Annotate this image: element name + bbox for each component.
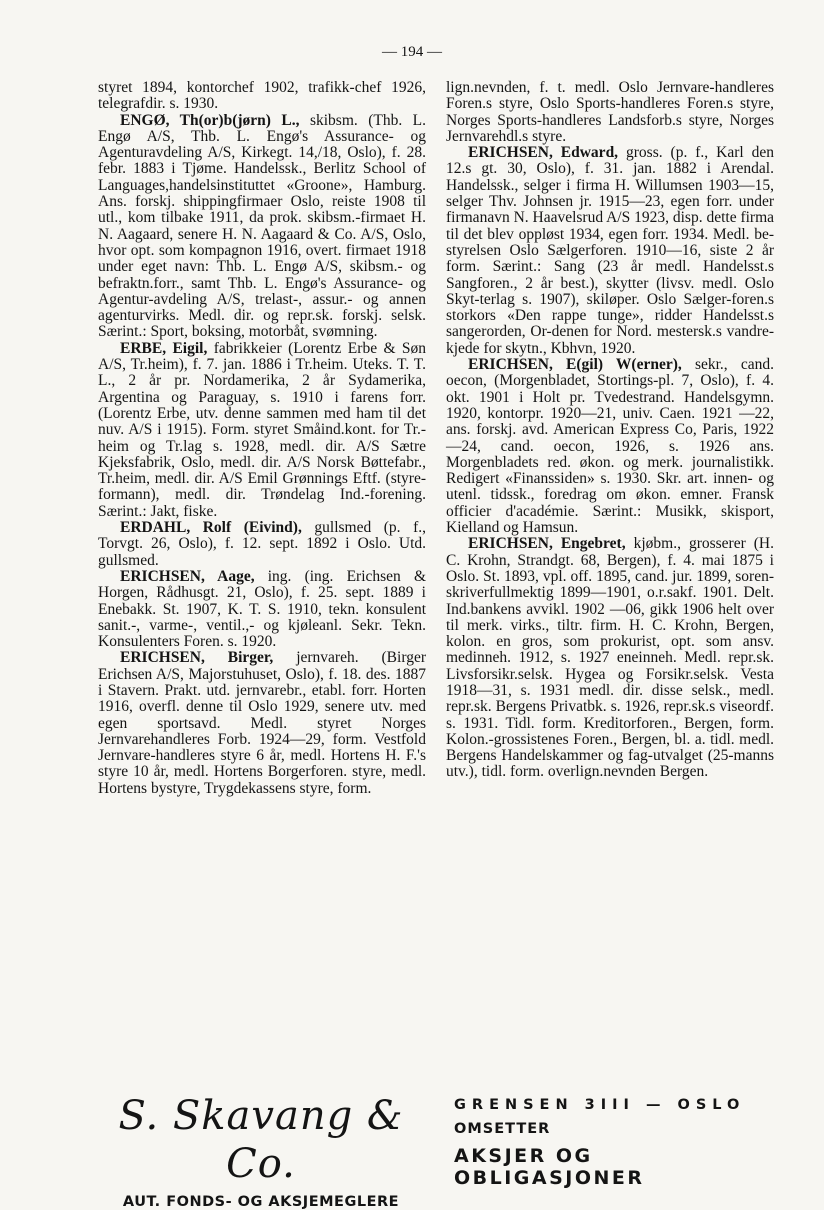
entry-name: ERICHSEN, Aage,: [120, 567, 255, 585]
advertiser-name: S. Skavang & Co.: [118, 1093, 404, 1187]
page-number: — 194 —: [382, 44, 442, 60]
advertiser-services: OMSETTER: [454, 1121, 551, 1137]
divider: [0, 1090, 824, 1091]
biography-entry: [98, 520, 426, 569]
advertiser-tagline: AUT. FONDS- OG AKSJEMEGLERE: [122, 1194, 400, 1210]
right-column: [446, 80, 774, 781]
biography-entry: [98, 650, 426, 797]
entry-text: ing. (ing. Erichsen & Horgen, Rådhusgt. 21, Oslo), f. 25. sept. 1889 i Enebakk. St. 1907, K. T. S. 1910, tekn. konsulent sanit.-, varme-, ventil.,- og kjøleanl. Sekr. Tekn. Konsulenters Foren. s. 1920.: [98, 567, 427, 651]
biography-entry: [98, 569, 426, 650]
entry-text: skibsm. (Thb. L. Engø A/S, Thb. L. Engø's Assurance- og Agenturavdeling A/S, Kirkegt. 14,/18, Oslo), f. 28. febr. 1883 i Tjøme. Handelssk., Berlitz School of Languages,handelsinstituttet «Groone», Hamburg. Ans. forskj. shippingfirmaer Oslo, reiste 1908 til utl., kom tilbake 1911, da prok. skibsm.-firmaet H. N. Aagaard, senere H. N. Aagaard & Co. A/S, Oslo, hvor opt. som kompagnon 1916, overt. firmaet 1918 under eget navn: Thb. L. Engø A/S, skibsm.- og befraktn.forr., samt Thb. L. Engø's Assurance- og Agentur-avdeling A/S, trelast-, assur.- og annen agenturvirks. Medl. dir. og repr.sk. forskj. selsk. Særint.: Sport, boksing, motorbåt, svømning.: [98, 111, 426, 341]
entry-name: ERBE, Eigil,: [120, 339, 208, 357]
biography-entry: [446, 536, 774, 780]
entry-text: styret 1894, kontorchef 1902, trafikk-chef 1926, telegrafdir. s. 1930.: [98, 79, 426, 113]
biography-entry: [98, 113, 426, 341]
entry-name: ERICHSEN, E(gil) W(erner),: [468, 356, 682, 374]
advertiser-address: GRENSEN 3III — OSLO: [454, 1097, 746, 1113]
entry-name: ENGØ, Th(or)b(jørn) L.,: [120, 111, 300, 129]
biography-entry: [446, 80, 774, 145]
entry-name: ERICHSEN, Birger,: [120, 649, 274, 667]
biography-entry: [446, 145, 774, 357]
entry-text: sekr., cand. oecon, (Morgenbladet, Stortings-pl. 7, Oslo), f. 4. okt. 1901 i Holt pr. Tvedestrand. Handelsgymn. 1920, kontorpr. 1920—21, univ. Caen. 1921 —22, ans. forskj. avd. American Express Co, Paris, 1922—24, cand. oecon, 1926, s. 1926 ans. Morgenbladets red. økon. og merk. journalistikk. Redigert «Finanssiden» s. 1930. Skr. art. innen- og utenl. tidssk., foredrag om økon. emner. Fransk officier d'académie. Særint.: Musikk, skisport, Kielland og Hamsun.: [446, 356, 774, 537]
entry-text: kjøbm., grosserer (H. C. Krohn, Strandgt. 68, Bergen), f. 4. mai 1875 i Oslo. St. 1893, vpl. off. 1895, cand. jur. 1899, soren-skriverfullmektig 1899—1901, o.r.sakf. 1901. Delt. Ind.bankens avvikl. 1902 —06, gikk 1906 helt over til merk. virks., tiltr. firm. H. C. Krohn, Bergen, kolon. en gros, som prokurist, opt. som ansv. medinneh. 1912, s. 1927 eneinneh. Medl. repr.sk. Livsforsikr.selsk. Hygea og Forsikr.selsk. Vesta 1918—31, s. 1931 medl. dir. disse selsk., medl. repr.sk. Bergens Privatbk. s. 1926, repr.sk.s viseordf. s. 1931. Tidl. form. Kreditorforen., Bergen, form. Kolon.-grossistenes Foren., Bergen, bl. a. tidl. medl. Bergens Handelskammer og fag-utvalget (25-manns utv.), tidl. form. overlign.nevnden Bergen.: [446, 535, 774, 781]
entry-name: ERICHSEN, Engebret,: [468, 535, 626, 553]
advertiser-products: AKSJER OG OBLIGASJONER: [454, 1145, 645, 1189]
advertisement-skavang: [86, 1092, 436, 1210]
advertisement-securities: [454, 1097, 784, 1189]
entry-text: fabrikkeier (Lorentz Erbe & Søn A/S, Tr.heim), f. 7. jan. 1886 i Tr.heim. Uteks. T. T. L., 2 år pr. Nordamerika, 2 år Sydamerika, Argentina og Paraguay, s. 1910 i farens forr. (Lorentz Erbe, utv. denne sammen med ham til det nuv. A/S i 1915). Form. styret Småind.kont. for Tr.-heim og Tr.lag s. 1928, medl. dir. A/S Sætre Kjeksfabrik, Oslo, medl. dir. A/S Norsk Bøttefabr., Tr.heim, medl. dir. A/S Emil Grønnings Eftf. (styre-formann), medl. dir. Trøndelag Ind.-forening. Særint.: Jakt, fiske.: [98, 339, 426, 520]
entry-name: ERDAHL, Rolf (Eivind),: [120, 519, 302, 537]
biography-entry: [98, 341, 426, 520]
biography-entry: [98, 80, 426, 113]
entry-name: ERICHSEN, Edward,: [468, 144, 619, 162]
entry-text: gross. (p. f., Karl den 12.s gt. 30, Oslo), f. 31. jan. 1882 i Arendal. Handelssk., selger i firma H. Willumsen 1903—15, selger Thv. Johnsen jr. 1915—23, egen forr. under firmanavn N. Haavelsrud A/S 1923, disp. dette firma til det blev oppløst 1934, egen forr. 1934. Medl. be-styrelsen Oslo Sælgerforen. 1910—16, siste 2 år form. Særint.: Sang (23 år medl. Handelsst.s Sangforen., 2 år best.), skytter (livsv. medl. Oslo Skyt-terlag s. 1907), skiløper. Oslo Sælger-foren.s storkors «Den rappe tunge», ridder Handelsst.s sangerorden, Or-denen for Nord. mestersk.s vandre-kjede for skytn., Kbhvn, 1920.: [446, 144, 775, 357]
left-column: [98, 80, 426, 797]
biography-entry: [446, 357, 774, 536]
entry-text: jernvareh. (Birger Erichsen A/S, Majorstuhuset, Oslo), f. 18. des. 1887 i Stavern. Prakt. utd. jernvarebr., etabl. forr. Horten 1916, overfl. denne til Oslo 1929, senere utv. med egen sportsavd. Medl. styret Norges Jernvarehandleres Forb. 1924—29, form. Vestfold Jernvare-handleres styre 6 år, medl. Hortens H. F.'s styre 10 år, medl. Hortens Borgerforen. styre, medl. Hortens bystyre, Trygdekassens styre, form.: [98, 649, 427, 797]
entry-text: gullsmed (p. f., Torvgt. 26, Oslo), f. 12. sept. 1892 i Oslo. Utd. gullsmed.: [98, 519, 427, 569]
entry-text: lign.nevnden, f. t. medl. Oslo Jernvare-handleres Foren.s styre, Oslo Sports-handleres Foren.s styre, Norges Sports-handleres Landsforb.s styre, Norges Jernvarehdl.s styre.: [446, 79, 774, 145]
